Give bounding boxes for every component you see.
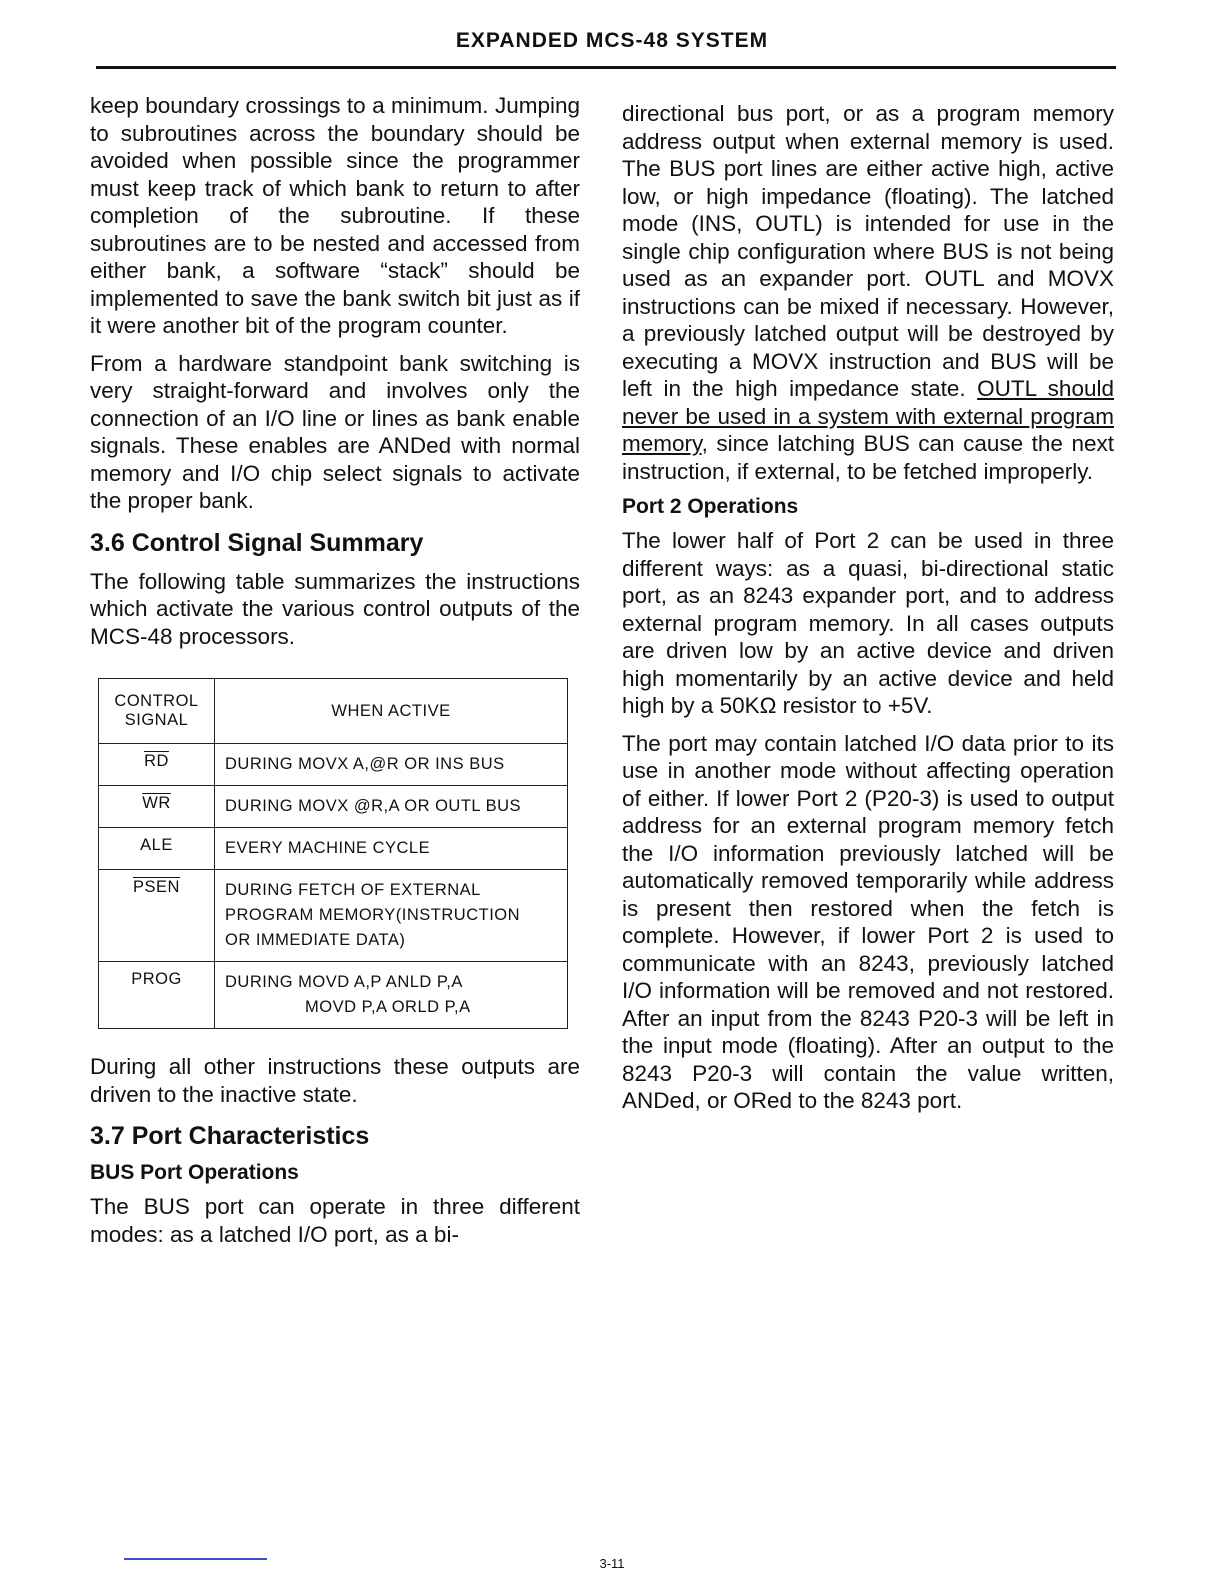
left-paragraph-1: keep boundary crossings to a minimum. Jumping to subroutines across the boundary should be avoided when possible since the programmer must keep track of which bank to return to after completion of the subroutine. If these subroutines are to be nested and accessed from either bank, a software “stack” should be implemented to save the bank switch bit just as if it were another bit of the program counter. [90, 93, 580, 338]
signal-wr: $\overline{WR}$ [142, 794, 171, 812]
table-row [99, 786, 568, 828]
left-paragraph-2: From a hardware standpoint bank switching is very straight-forward and involves only the connection of an I/O line or lines as bank enable signals. These enables are ANDed with normal memory and I/O chip select signals to activate the proper bank. [90, 350, 580, 513]
column-header-when-active: WHEN ACTIVE [215, 679, 568, 744]
when-active-text: DURING MOVX @R,A OR OUTL BUS [225, 797, 522, 815]
right-paragraph-1-end: , since latching BUS can cause the next instruction, if external, to be fetched improperly. [622, 431, 1114, 484]
signal-prog: PROG [131, 970, 182, 988]
port-2-operations-heading: Port 2 Operations [622, 495, 799, 518]
when-active-text: DURING MOVX A,@R OR INS BUS [225, 755, 505, 773]
header-rule [96, 66, 1116, 69]
page-number: 3-11 [599, 1556, 625, 1571]
left-paragraph-4: During all other instructions these outputs are driven to the inactive state. [90, 1054, 580, 1107]
table-row [99, 870, 568, 962]
left-paragraph-5: The BUS port can operate in three different modes: as a latched I/O port, as a bi- [90, 1194, 580, 1247]
signal-psen: PSEN [133, 878, 180, 896]
when-active-text: EVERY MACHINE CYCLE [225, 839, 431, 857]
when-active-text: DURING MOVD A,P ANLD P,A [225, 973, 463, 991]
right-paragraph-1 [622, 100, 1114, 485]
left-paragraph-3: The following table summarizes the instructions which activate the various control outputs of the MCS-48 processors. [90, 568, 580, 649]
table-row [99, 744, 568, 786]
page-header-title: EXPANDED MCS-48 SYSTEM [455, 29, 769, 52]
section-3-7-heading: 3.7 Port Characteristics [90, 1122, 370, 1150]
footer-rule [124, 1558, 267, 1560]
when-active-text: PROGRAM MEMORY(INSTRUCTION [225, 906, 521, 924]
table-row [99, 962, 568, 1029]
right-paragraph-3: The port may contain latched I/O data prior to its use in another mode without affecting operation of either. If lower Port 2 (P20-3) is used to output address for an external program memory fetch the I/O information previously latched will be automatically removed temporarily while address is present then restored when the fetch is complete. However, if lower Port 2 is used to communicate with an 8243, previously latched I/O information will be removed and not restored. After an input from the 8243 P20-3 will be left in the input mode (floating). After an output to the 8243 P20-3 will contain the value written, ANDed, or ORed to the 8243 port. [622, 730, 1114, 1113]
signal-rd: $\overline{RD}$ [144, 752, 169, 770]
when-active-text: DURING FETCH OF EXTERNAL [225, 881, 481, 899]
column-header-control-signal: CONTROL SIGNAL [99, 679, 215, 744]
when-active-text: OR IMMEDIATE DATA) [225, 931, 406, 949]
control-signal-table [98, 678, 568, 1029]
table-header-row [99, 679, 568, 744]
bus-port-operations-heading: BUS Port Operations [90, 1161, 299, 1184]
when-active-text: MOVD P,A ORLD P,A [305, 998, 471, 1016]
right-paragraph-2: The lower half of Port 2 can be used in three different ways: as a quasi, bi-directional static port, as an 8243 expander port, and to address external program memory. In all cases outputs are driven low by an active device and driven high momentarily by an active device and held high by a 50KΩ resistor to +5V. [622, 528, 1114, 718]
section-3-6-heading: 3.6 Control Signal Summary [90, 528, 424, 557]
underlined-warning: OUTL should never be used in a system with external program memory [622, 376, 1114, 456]
table-row [99, 828, 568, 870]
right-column [622, 100, 1114, 1125]
left-column [90, 92, 580, 1258]
signal-ale: ALE [140, 836, 173, 854]
right-paragraph-1-start: directional bus port, or as a program memory address output when external memory is used. The BUS port lines are either active high, active low, or high impedance (floating). The latched mode (INS, OUTL) is intended for use in the single chip configuration where BUS is not being used as an expander port. OUTL and MOVX instructions can be mixed if necessary. However, a previously latched output will be destroyed by executing a MOVX instruction and BUS will be left in the high impedance state. [622, 101, 1114, 401]
